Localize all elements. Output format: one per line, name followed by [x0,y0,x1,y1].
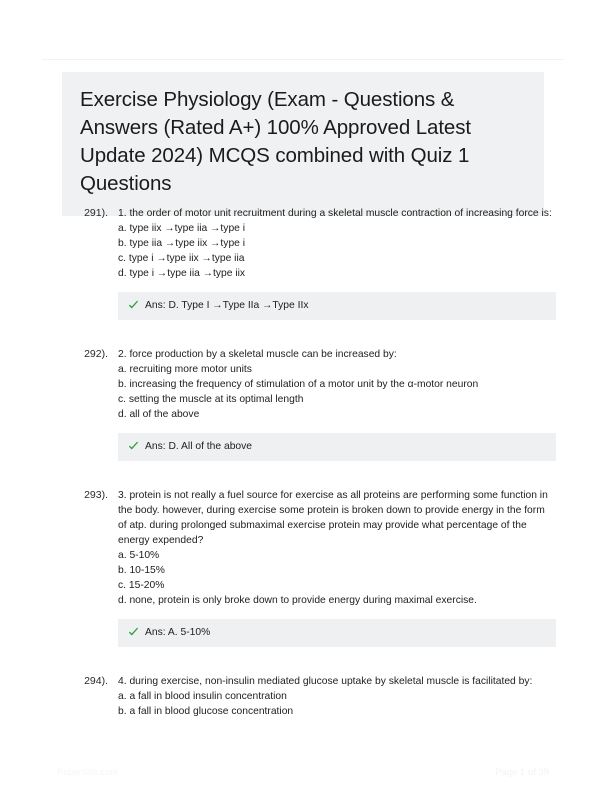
check-icon [128,441,139,452]
option-a[interactable]: a. recruiting more motor units [118,364,252,375]
question-body [118,347,556,422]
question-stem: 3. protein is not really a fuel source for exercise as all proteins are performing some function in the body. however, during exercise some protein is broken down to provide energy in the form of atp. during prolonged submaximal exercise protein may provide what percentage of the energy expended? [118,490,548,546]
block-spacer [118,324,556,337]
option-a[interactable]: a. a fall in blood insulin concentration [118,691,287,702]
answer-box [118,292,556,320]
question-number: 291). [84,207,108,219]
document-title-box [62,72,544,216]
option-a[interactable]: a. type iix →type iia →type i [118,223,246,234]
question-body [118,206,556,281]
option-a[interactable]: a. 5-10% [118,550,160,561]
question-number: 293). [84,489,108,501]
check-icon [128,627,139,638]
question-number: 294). [84,675,108,687]
header-divider [42,59,564,60]
question-block [0,206,606,337]
question-block [0,488,606,664]
question-block [0,674,606,719]
watermark-label: PaperStic.com [57,767,119,777]
question-list [0,206,606,729]
answer-box [118,619,556,647]
answer-text: Ans: D. Type I →Type IIa →Type IIx [145,300,309,311]
question-stem: 4. during exercise, non-insulin mediated glucose uptake by skeletal muscle is facilitated by: [118,676,533,687]
option-c[interactable]: c. 15-20% [118,580,165,591]
page-footer [0,766,606,786]
option-d[interactable]: d. type i →type iia →type iix [118,268,246,279]
block-spacer [118,651,556,664]
option-b[interactable]: b. increasing the frequency of stimulation of a motor unit by the α-motor neuron [118,379,479,390]
option-c[interactable]: c. setting the muscle at its optimal length [118,394,304,405]
question-block [0,347,606,478]
page-title: Exercise Physiology (Exam - Questions & Answers (Rated A+) 100% Approved Latest Update 2024) MCQS combined with Quiz 1 Questions [80,88,471,195]
block-spacer [118,465,556,478]
page-number-label: Page 1 of 39 [495,767,549,778]
question-body [118,674,556,719]
option-b[interactable]: b. type iia →type iix →type i [118,238,246,249]
question-stem: 1. the order of motor unit recruitment during a skeletal muscle contraction of increasing force is: [118,208,552,219]
check-icon [128,300,139,311]
question-number: 292). [84,348,108,360]
option-d[interactable]: d. none, protein is only broke down to provide energy during maximal exercise. [118,595,477,606]
answer-text: Ans: D. All of the above [145,441,253,452]
question-stem: 2. force production by a skeletal muscle can be increased by: [118,349,397,360]
option-d[interactable]: d. all of the above [118,409,200,420]
option-b[interactable]: b. 10-15% [118,565,165,576]
question-body [118,488,556,608]
option-b[interactable]: b. a fall in blood glucose concentration [118,706,294,717]
option-c[interactable]: c. type i →type iix →type iia [118,253,245,264]
answer-box [118,433,556,461]
answer-text: Ans: A. 5-10% [145,627,211,638]
